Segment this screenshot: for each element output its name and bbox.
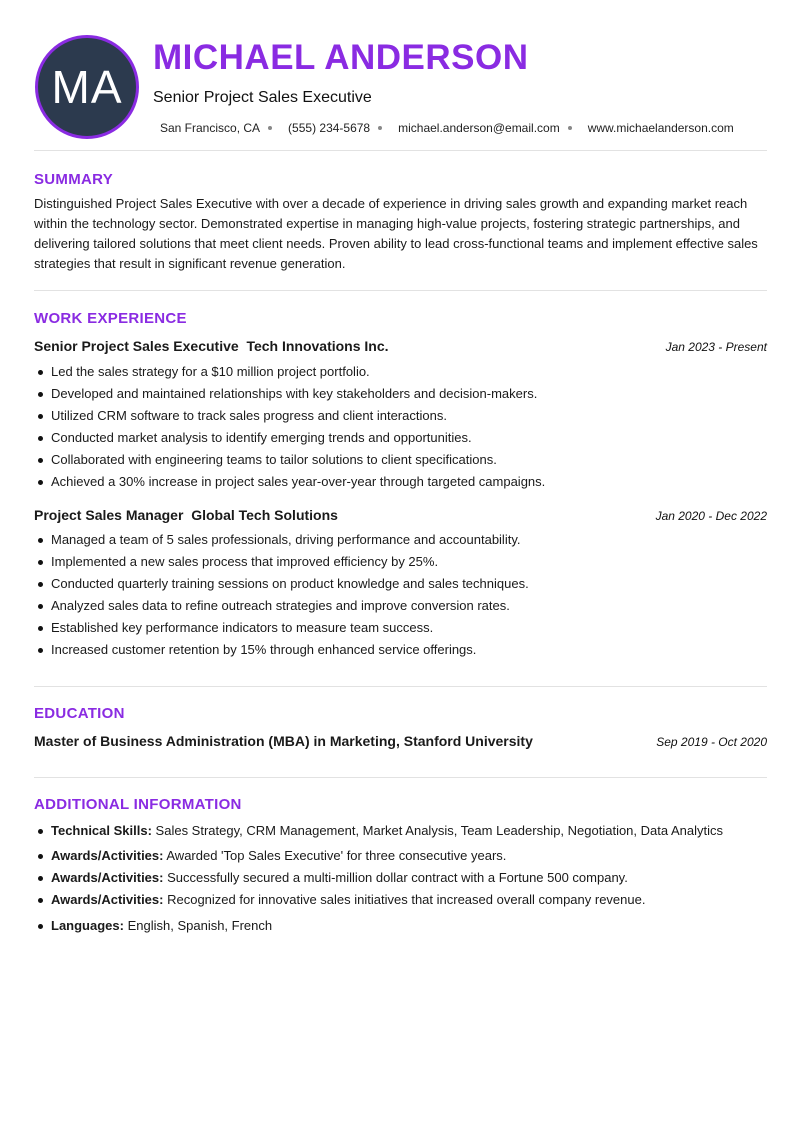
separator-dot-icon (378, 126, 382, 130)
list-item: Increased customer retention by 15% through enhanced service offerings. (34, 639, 767, 661)
separator-dot-icon (268, 126, 272, 130)
summary-heading: SUMMARY (34, 171, 114, 188)
list-item: Conducted market analysis to identify emerging trends and opportunities. (34, 427, 767, 449)
job-title-line (34, 338, 389, 354)
contact-line (160, 121, 734, 135)
list-item: Conducted quarterly training sessions on product knowledge and sales techniques. (34, 573, 767, 595)
additional-list (34, 820, 767, 937)
job-title: Senior Project Sales Executive (34, 338, 239, 354)
job-bullet-list (34, 361, 767, 493)
list-item: Implemented a new sales process that improved efficiency by 25%. (34, 551, 767, 573)
list-item (34, 867, 767, 889)
section-divider (34, 777, 767, 778)
avatar (35, 35, 139, 139)
list-item (34, 889, 767, 911)
section-divider (34, 290, 767, 291)
info-label: Technical Skills: (51, 823, 152, 838)
resume-header (0, 0, 800, 150)
job-header (34, 338, 767, 354)
list-item (34, 915, 767, 937)
summary-text: Distinguished Project Sales Executive with over a decade of experience in driving sales growth and expanding market reach within the technology sector. Demonstrated expertise in managing high-value projects, fostering strategic partnerships, and delivering tailored solutions that meet client needs. Proven ability to lead cross-functional teams and implement effective sales strategies that result in significant revenue generation. (34, 196, 758, 271)
section-divider (34, 686, 767, 687)
contact-phone: (555) 234-5678 (288, 121, 371, 135)
education-entry (34, 733, 767, 749)
job-company: Tech Innovations Inc. (246, 338, 389, 354)
candidate-name: MICHAEL ANDERSON (153, 38, 529, 77)
list-item: Managed a team of 5 sales professionals, driving performance and accountability. (34, 529, 767, 551)
job-dates: Jan 2023 - Present (665, 340, 767, 354)
education-degree: Master of Business Administration (MBA) in Marketing, Stanford University (34, 733, 533, 749)
info-label: Awards/Activities: (51, 870, 164, 885)
section-divider (34, 150, 767, 151)
info-label: Awards/Activities: (51, 892, 164, 907)
contact-website[interactable]: www.michaelanderson.com (587, 121, 734, 135)
info-text: Successfully secured a multi-million dollar contract with a Fortune 500 company. (167, 870, 628, 885)
job-company: Global Tech Solutions (191, 507, 338, 523)
list-item: Developed and maintained relationships with key stakeholders and decision-makers. (34, 383, 767, 405)
info-label: Awards/Activities: (51, 848, 164, 863)
job-title-line (34, 507, 338, 523)
contact-location: San Francisco, CA (160, 121, 261, 135)
experience-heading: WORK EXPERIENCE (34, 310, 187, 327)
job-bullet-list (34, 529, 767, 661)
education-heading: EDUCATION (34, 705, 125, 722)
candidate-title: Senior Project Sales Executive (153, 89, 372, 106)
list-item: Established key performance indicators to measure team success. (34, 617, 767, 639)
job-dates: Jan 2020 - Dec 2022 (655, 509, 767, 523)
info-text: English, Spanish, French (127, 918, 273, 933)
list-item (34, 820, 767, 842)
job-header (34, 507, 767, 523)
job-title: Project Sales Manager (34, 507, 184, 523)
list-item: Achieved a 30% increase in project sales year-over-year through targeted campaigns. (34, 471, 767, 493)
info-text: Sales Strategy, CRM Management, Market Analysis, Team Leadership, Negotiation, Data Analytics (155, 823, 724, 838)
info-label: Languages: (51, 918, 124, 933)
list-item (34, 845, 767, 867)
info-text: Awarded 'Top Sales Executive' for three consecutive years. (166, 848, 507, 863)
avatar-initials: MA (51, 61, 123, 113)
info-text: Recognized for innovative sales initiatives that increased overall company revenue. (167, 892, 646, 907)
contact-email[interactable]: michael.anderson@email.com (398, 121, 560, 135)
list-item: Analyzed sales data to refine outreach strategies and improve conversion rates. (34, 595, 767, 617)
list-item: Utilized CRM software to track sales progress and client interactions. (34, 405, 767, 427)
list-item: Collaborated with engineering teams to tailor solutions to client specifications. (34, 449, 767, 471)
list-item: Led the sales strategy for a $10 million project portfolio. (34, 361, 767, 383)
additional-heading: ADDITIONAL INFORMATION (34, 796, 242, 813)
education-dates: Sep 2019 - Oct 2020 (656, 735, 767, 749)
separator-dot-icon (568, 126, 572, 130)
